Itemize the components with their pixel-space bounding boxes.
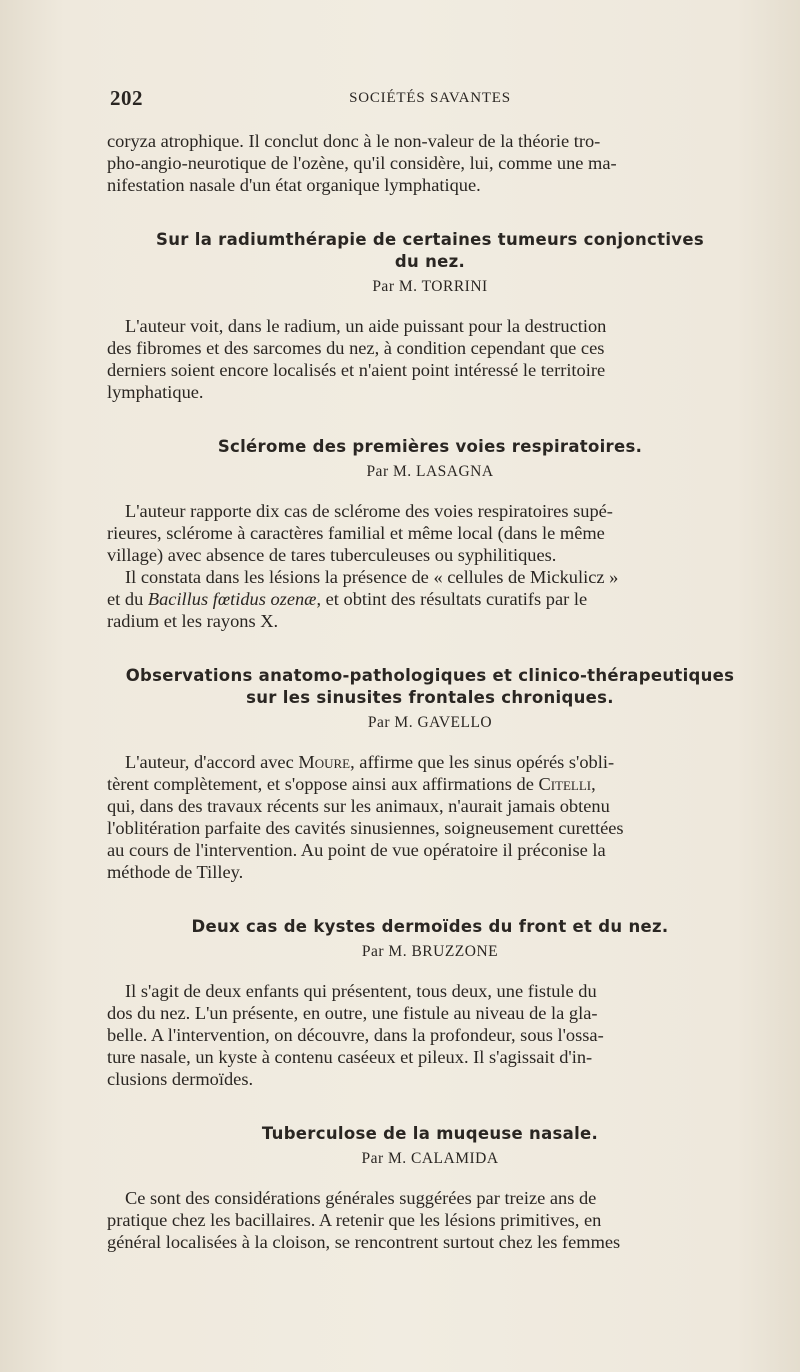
text-line: pratique chez les bacillaires. A retenir que les lésions primitives, en (107, 1210, 602, 1230)
section-title: Tuberculose de la muqeuse nasale. (261, 1124, 599, 1143)
cited-author: Citelli (538, 774, 592, 794)
text-line (107, 773, 753, 795)
text-line: Il s'agit de deux enfants qui présentent, tous deux, une fistule du (125, 981, 597, 1001)
text-span: , et obtint des résultats curatifs par le (316, 589, 588, 609)
text-span: tèrent complètement, et s'oppose ainsi aux affirmations de (107, 774, 539, 794)
text-line: dos du nez. L'un présente, en outre, une fistule au niveau de la gla- (107, 1003, 598, 1023)
text-line: Il constata dans les lésions la présence de « cellules de Mickulicz » (125, 567, 619, 587)
text-line: l'oblitération parfaite des cavités sinusiennes, soigneusement curettées (107, 818, 624, 838)
section-author: Par M. BRUZZONE (361, 943, 499, 960)
section-calamida (107, 1123, 753, 1253)
text-line: ture nasale, un kyste à contenu caséeux et pileux. Il s'agissait d'in- (107, 1047, 593, 1067)
text-span: L'auteur, d'accord avec (125, 752, 299, 772)
text-line: derniers soient encore localisés et n'aient point intéressé le territoire (107, 360, 606, 380)
cited-author: Moure (298, 752, 351, 772)
text-line: méthode de Tilley. (107, 862, 244, 882)
section-title: Sclérome des premières voies respiratoires. (217, 437, 643, 456)
text-line: nifestation nasale d'un état organique lymphatique. (107, 175, 481, 195)
running-head: SOCIÉTÉS SAVANTES (349, 90, 511, 106)
text-line: clusions dermoïdes. (107, 1069, 254, 1089)
section-author: Par M. LASAGNA (366, 463, 494, 480)
intro-paragraph (107, 130, 753, 196)
section-paragraph (107, 566, 753, 632)
text-line: village) avec absence de tares tuberculeuses ou syphilitiques. (107, 545, 557, 565)
section-paragraph (107, 500, 753, 566)
section-torrini (107, 229, 753, 403)
section-title: sur les sinusites frontales chroniques. (246, 688, 614, 707)
section-title: Sur la radiumthérapie de certaines tumeurs conjonctives (156, 230, 704, 249)
section-title: du nez. (394, 252, 466, 271)
text-line: général localisées à la cloison, se rencontrent surtout chez les femmes (107, 1232, 621, 1252)
page-header (110, 86, 750, 116)
section-author: Par M. TORRINI (372, 278, 488, 295)
section-title: Observations anatomo-pathologiques et clinico-thérapeutiques (125, 666, 735, 685)
text-line: pho-angio-neurotique de l'ozène, qu'il considère, lui, comme une ma- (107, 153, 617, 173)
section-author: Par M. CALAMIDA (361, 1150, 499, 1167)
section-author: Par M. GAVELLO (367, 714, 493, 731)
text-line: lymphatique. (107, 382, 204, 402)
section-bruzzone (107, 916, 753, 1090)
text-line: L'auteur voit, dans le radium, un aide puissant pour la destruction (125, 316, 607, 336)
page-body (107, 130, 753, 1253)
section-paragraph (107, 315, 753, 403)
text-span: , affirme que les sinus opérés s'obli- (350, 752, 615, 772)
text-line: Ce sont des considérations générales suggérées par treize ans de (125, 1188, 597, 1208)
section-gavello (107, 665, 753, 883)
page-number: 202 (110, 86, 143, 110)
text-line (107, 751, 753, 773)
section-paragraph (107, 1187, 753, 1253)
text-line: coryza atrophique. Il conclut donc à le non-valeur de la théorie tro- (107, 131, 601, 151)
text-line: des fibromes et des sarcomes du nez, à condition cependant que ces (107, 338, 605, 358)
text-line: au cours de l'intervention. Au point de vue opératoire il préconise la (107, 840, 606, 860)
italic-term: Bacillus fœtidus ozenæ (147, 589, 317, 609)
text-line: rieures, sclérome à caractères familial et même local (dans le même (107, 523, 605, 543)
section-paragraph (107, 980, 753, 1090)
text-line: radium et les rayons X. (107, 611, 279, 631)
text-span: et du (107, 589, 148, 609)
text-span: , (591, 774, 596, 794)
text-line: qui, dans des travaux récents sur les animaux, n'aurait jamais obtenu (107, 796, 610, 816)
section-title: Deux cas de kystes dermoïdes du front et du nez. (191, 917, 669, 936)
text-line: belle. A l'intervention, on découvre, dans la profondeur, sous l'ossa- (107, 1025, 604, 1045)
section-lasagna (107, 436, 753, 632)
section-paragraph (107, 751, 753, 883)
text-line (107, 588, 753, 610)
text-line: L'auteur rapporte dix cas de sclérome des voies respiratoires supé- (125, 501, 613, 521)
